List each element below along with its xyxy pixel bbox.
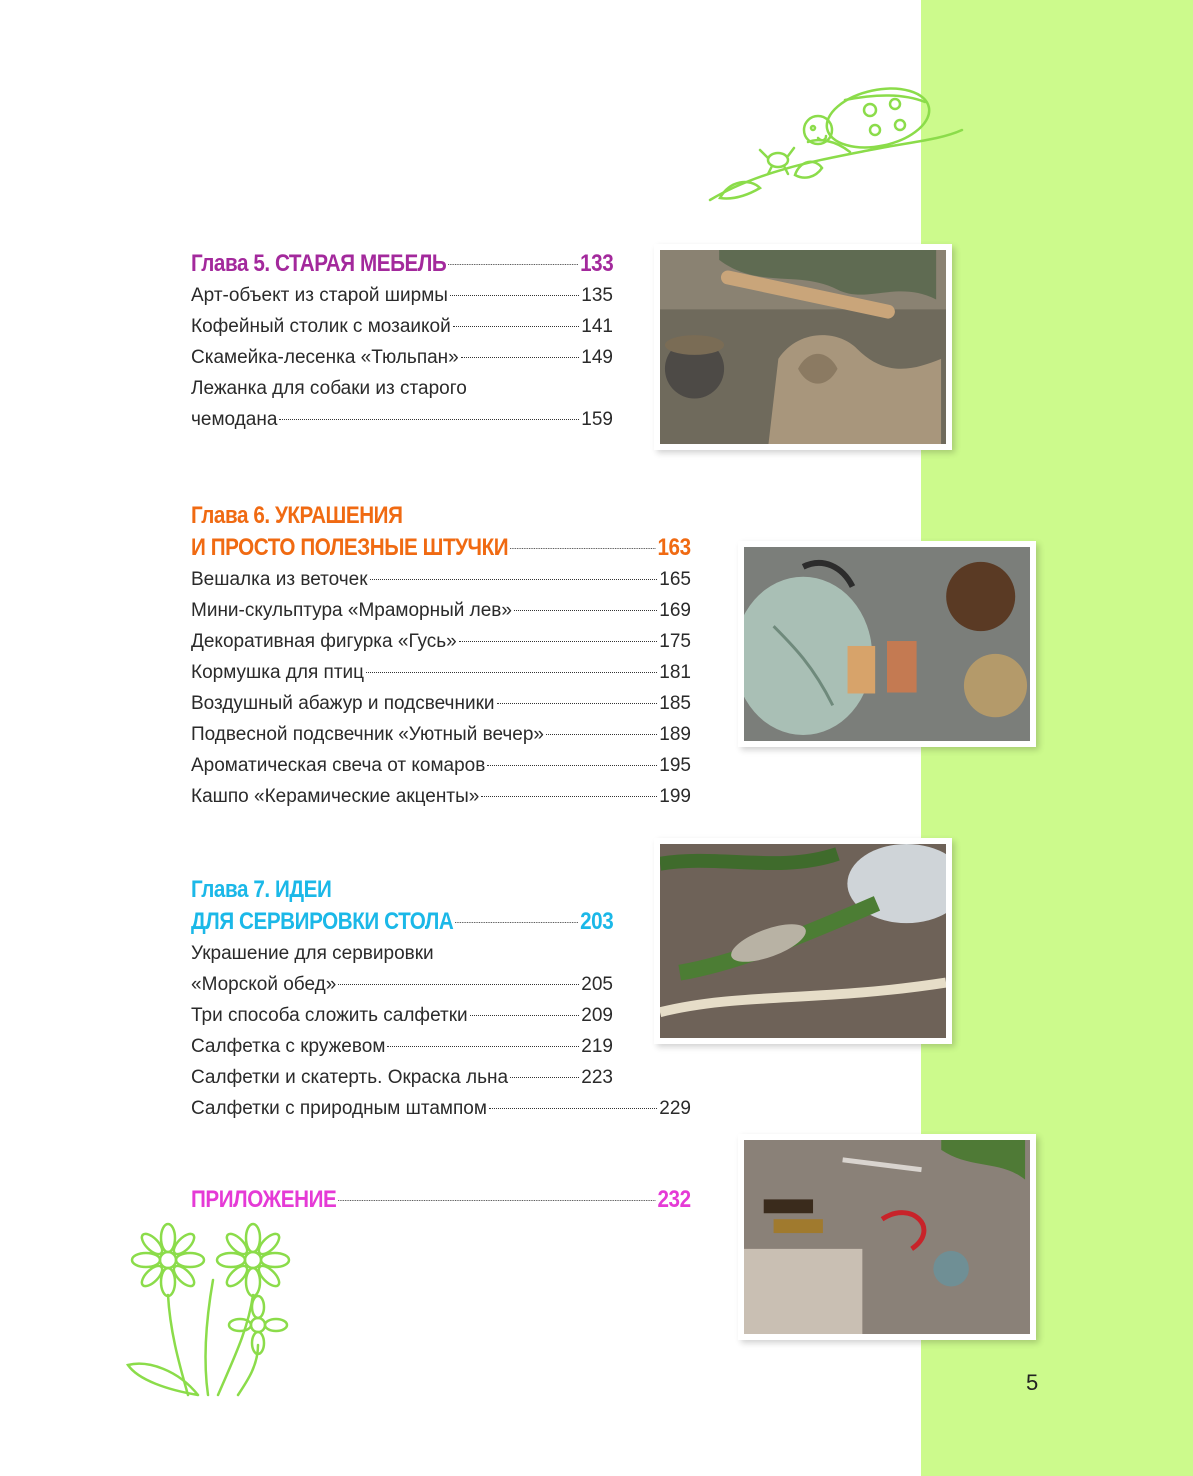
chapter-7-title-line1[interactable]: Глава 7. ИДЕИ <box>191 876 332 903</box>
entry-title: «Морской обед» <box>191 974 337 995</box>
toc-entry[interactable] <box>191 1000 613 1031</box>
entry-title: Кормушка для птиц <box>191 662 365 683</box>
chapter-5-page: 133 <box>580 250 614 277</box>
entry-title: Вешалка из веточек <box>191 569 368 590</box>
toc-entry[interactable] <box>191 404 613 435</box>
entry-page: 135 <box>581 285 613 306</box>
entry-title: Салфетка с кружевом <box>191 1036 386 1057</box>
entry-page: 219 <box>581 1036 613 1057</box>
toc-entry[interactable] <box>191 311 613 342</box>
entry-page: 229 <box>659 1098 691 1119</box>
toc-chapter-5 <box>191 248 613 435</box>
entry-page: 223 <box>581 1067 613 1088</box>
entry-page: 185 <box>659 693 691 714</box>
chapter-7-title-line2[interactable]: ДЛЯ СЕРВИРОВКИ СТОЛА <box>191 908 454 935</box>
chapter-6-title-line1[interactable]: Глава 6. УКРАШЕНИЯ <box>191 502 403 529</box>
entry-title: чемодана <box>191 409 278 430</box>
toc-entry[interactable] <box>191 1031 613 1062</box>
toc-chapter-7 <box>191 874 691 1124</box>
toc-entry[interactable] <box>191 781 691 812</box>
toc-entry[interactable] <box>191 969 613 1000</box>
entry-title: Салфетки с природным штампом <box>191 1098 487 1119</box>
entry-title: Салфетки и скатерть. Окраска льна <box>191 1067 509 1088</box>
entry-title: Воздушный абажур и подсвечники <box>191 693 495 714</box>
flower-doodle <box>108 1220 308 1400</box>
entry-title: Кашпо «Керамические акценты» <box>191 786 480 807</box>
chapter-7-page: 203 <box>580 908 614 935</box>
appendix-title[interactable]: ПРИЛОЖЕНИЕ <box>191 1186 337 1213</box>
photo-appendix-tools <box>738 1134 1036 1340</box>
toc-entry[interactable] <box>191 1062 613 1093</box>
photo-table-setting <box>654 838 952 1044</box>
toc-entry[interactable] <box>191 626 691 657</box>
chapter-7-item-multiline-line1[interactable]: Украшение для сервировки <box>191 943 434 964</box>
entry-page: 199 <box>659 786 691 807</box>
entry-page: 205 <box>581 974 613 995</box>
entry-page: 175 <box>659 631 691 652</box>
toc-appendix <box>191 1184 691 1216</box>
page-number: 5 <box>1026 1370 1039 1395</box>
chapter-5-title[interactable]: Глава 5. СТАРАЯ МЕБЕЛЬ <box>191 250 447 277</box>
toc-entry[interactable] <box>191 1093 691 1124</box>
entry-page: 159 <box>581 409 613 430</box>
entry-page: 195 <box>659 755 691 776</box>
entry-title: Ароматическая свеча от комаров <box>191 755 486 776</box>
toc-entry[interactable] <box>191 342 613 373</box>
entry-page: 141 <box>581 316 613 337</box>
entry-title: Кофейный столик с мозаикой <box>191 316 451 337</box>
toc-entry[interactable] <box>191 595 691 626</box>
appendix-page: 232 <box>657 1186 691 1213</box>
toc-chapter-6 <box>191 500 691 812</box>
entry-title: Арт-объект из старой ширмы <box>191 285 448 306</box>
ladybug-doodle <box>700 80 970 210</box>
entry-page: 169 <box>659 600 691 621</box>
photo-decorations <box>738 541 1036 747</box>
entry-title: Мини-скульптура «Мраморный лев» <box>191 600 512 621</box>
toc-entry[interactable] <box>191 280 613 311</box>
toc-entry[interactable] <box>191 719 691 750</box>
entry-title: Декоративная фигурка «Гусь» <box>191 631 457 652</box>
entry-page: 165 <box>659 569 691 590</box>
toc-entry[interactable] <box>191 688 691 719</box>
chapter-6-page: 163 <box>657 534 691 561</box>
chapter-5-item-multiline-line1[interactable]: Лежанка для собаки из старого <box>191 378 467 399</box>
toc-entry[interactable] <box>191 657 691 688</box>
entry-title: Скамейка-лесенка «Тюльпан» <box>191 347 459 368</box>
toc-entry[interactable] <box>191 750 691 781</box>
entry-page: 149 <box>581 347 613 368</box>
entry-page: 181 <box>659 662 691 683</box>
entry-title: Три способа сложить салфетки <box>191 1005 468 1026</box>
entry-title: Подвесной подсвечник «Уютный вечер» <box>191 724 545 745</box>
toc-entry[interactable] <box>191 564 691 595</box>
chapter-6-title-line2[interactable]: И ПРОСТО ПОЛЕЗНЫЕ ШТУЧКИ <box>191 534 509 561</box>
entry-page: 209 <box>581 1005 613 1026</box>
entry-page: 189 <box>659 724 691 745</box>
photo-old-furniture <box>654 244 952 450</box>
